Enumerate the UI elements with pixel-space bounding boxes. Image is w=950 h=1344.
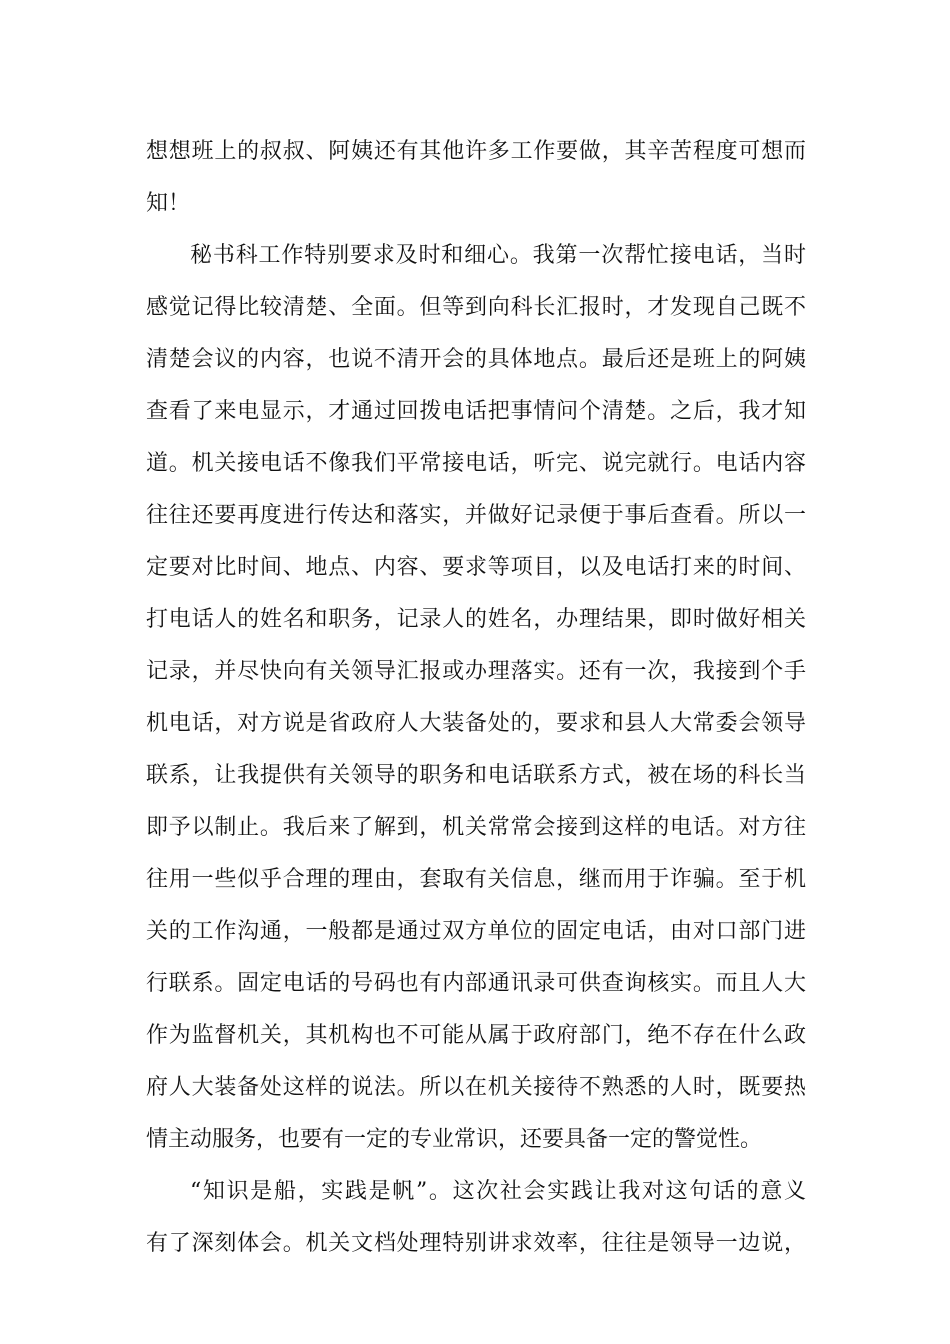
text-line: 往用一些似乎合理的理由，套取有关信息，继而用于诈骗。至于机 xyxy=(146,867,806,892)
text-line: 清楚会议的内容，也说不清开会的具体地点。最后还是班上的阿姨 xyxy=(146,347,806,372)
text-line: 作为监督机关，其机构也不可能从属于政府部门，绝不存在什么政 xyxy=(146,1023,806,1048)
body-text xyxy=(146,126,806,1270)
text-line: 府人大装备处这样的说法。所以在机关接待不熟悉的人时，既要热 xyxy=(146,1075,806,1100)
text-line: 往往还要再度进行传达和落实，并做好记录便于事后查看。所以一 xyxy=(146,503,806,528)
text-line: 查看了来电显示，才通过回拨电话把事情问个清楚。之后，我才知 xyxy=(146,399,806,424)
text-line: 定要对比时间、地点、内容、要求等项目，以及电话打来的时间、 xyxy=(146,555,806,580)
text-line: 打电话人的姓名和职务，记录人的姓名，办理结果，即时做好相关 xyxy=(146,607,806,632)
text-line: 道。机关接电话不像我们平常接电话，听完、说完就行。电话内容 xyxy=(146,451,806,476)
text-line: 即予以制止。我后来了解到，机关常常会接到这样的电话。对方往 xyxy=(146,815,806,840)
text-line: 关的工作沟通，一般都是通过双方单位的固定电话，由对口部门进 xyxy=(146,919,806,944)
text-line: 机电话，对方说是省政府人大装备处的，要求和县人大常委会领导 xyxy=(146,711,806,736)
text-line: 记录，并尽快向有关领导汇报或办理落实。还有一次，我接到个手 xyxy=(146,659,806,684)
text-line: 想想班上的叔叔、阿姨还有其他许多工作要做，其辛苦程度可想而 xyxy=(146,139,806,164)
text-line: 有了深刻体会。机关文档处理特别讲求效率，往往是领导一边说， xyxy=(146,1231,806,1256)
text-line: 联系，让我提供有关领导的职务和电话联系方式，被在场的科长当 xyxy=(146,763,806,788)
text-line: 感觉记得比较清楚、全面。但等到向科长汇报时，才发现自己既不 xyxy=(146,295,806,320)
text-line: 行联系。固定电话的号码也有内部通讯录可供查询核实。而且人大 xyxy=(146,971,806,996)
text-line: 知！ xyxy=(146,191,191,216)
paragraph-first-line: 秘书科工作特别要求及时和细心。我第一次帮忙接电话，当时 xyxy=(190,243,806,268)
paragraph-first-line: “知识是船，实践是帆”。这次社会实践让我对这句话的意义 xyxy=(190,1179,806,1204)
text-line: 情主动服务，也要有一定的专业常识，还要具备一定的警觉性。 xyxy=(146,1127,763,1152)
